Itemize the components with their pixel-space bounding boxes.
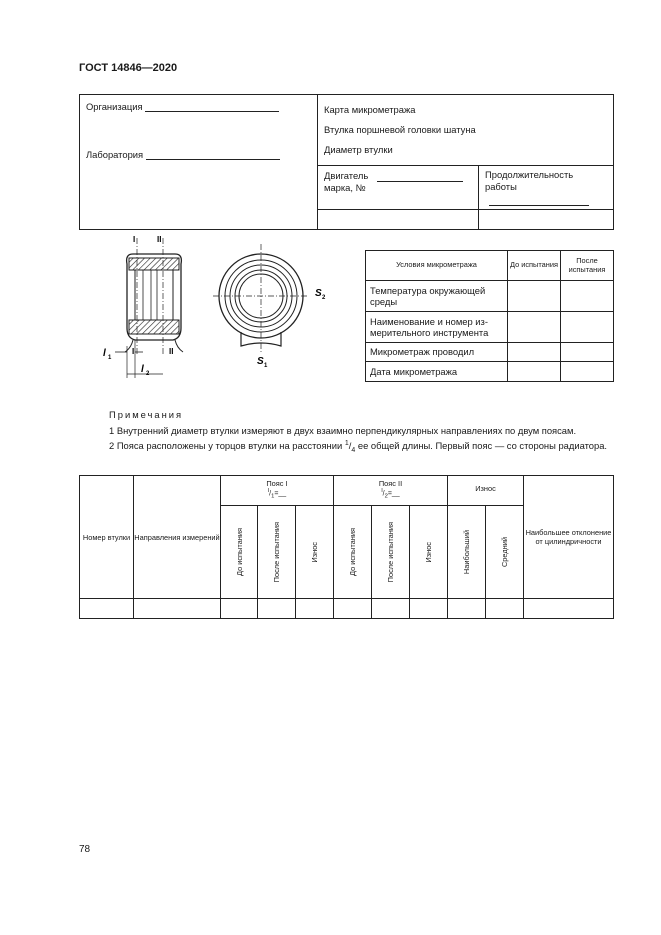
axis-s2: S xyxy=(315,288,322,299)
part-name: Втулка поршневой головки шатуна xyxy=(324,124,476,135)
belt2-frac-bot: 2 xyxy=(384,493,388,500)
note-2-part-b: ее общей длины. Первый пояс — со стороны радиатора. xyxy=(357,440,608,452)
conditions-header: Условия микрометража xyxy=(366,251,508,281)
org-label: Организация xyxy=(86,101,143,112)
cell-temp-after[interactable] xyxy=(561,281,614,312)
cell[interactable] xyxy=(524,599,614,619)
section-label-I: I xyxy=(133,235,136,244)
col-direction: Направления измерений xyxy=(134,476,221,599)
measure-name: Диаметр втулки xyxy=(324,144,393,155)
cell[interactable] xyxy=(296,599,334,619)
belt1-header: Пояс I $^l/_1=\_\_$ xyxy=(221,476,334,506)
belt1-formula: =__ xyxy=(274,490,287,498)
dim-l1-sub: 1 xyxy=(108,355,112,361)
cell-instr-after[interactable] xyxy=(561,312,614,343)
cell[interactable] xyxy=(80,599,134,619)
duration-cell xyxy=(479,166,614,210)
b1-after-cell xyxy=(258,506,296,599)
before-header: До испытания xyxy=(508,251,561,281)
duration-value-cell[interactable] xyxy=(479,210,614,230)
duration-label-2: работы xyxy=(485,181,517,192)
wear-largest-cell xyxy=(448,506,486,599)
note-1: 1 Внутренний диаметр втулки измеряют в двух взаимно перпендикулярных направлениях по двум поясам. xyxy=(109,425,577,436)
cell-instr-before[interactable] xyxy=(508,312,561,343)
wear-header: Износ xyxy=(448,476,524,506)
b2-before: До испытания xyxy=(348,527,357,576)
card-title-cell xyxy=(318,95,614,166)
card-title: Карта микрометража xyxy=(324,104,416,115)
b2-before-cell xyxy=(334,506,372,599)
row-date: Дата микрометража xyxy=(366,362,508,382)
wear-average-cell xyxy=(486,506,524,599)
org-field[interactable] xyxy=(145,100,279,112)
dim-l2-sub: 2 xyxy=(146,371,150,377)
belt2-formula: =__ xyxy=(387,490,400,498)
note-2: 2 Пояса расположены у торцов втулки на расстоянии $^1/_4$ ее общей длины. Первый пояс — со стороны радиатора. xyxy=(109,440,608,454)
section-label-II: II xyxy=(157,235,162,244)
duration-label: Продолжительность xyxy=(485,169,574,180)
document-header: ГОСТ 14846—2020 xyxy=(79,62,178,74)
duration-field[interactable] xyxy=(489,193,589,206)
measurement-table xyxy=(79,475,614,619)
axis-s1-sub: 1 xyxy=(264,363,268,369)
b1-wear-cell xyxy=(296,506,334,599)
after-header: После испытания xyxy=(561,251,614,281)
b2-wear: Износ xyxy=(424,541,433,563)
wear-average: Средний xyxy=(500,536,509,568)
b2-after-cell xyxy=(372,506,410,599)
cell-date-after[interactable] xyxy=(561,362,614,382)
note-2-part-a: 2 Пояса расположены у торцов втулки на расстоянии xyxy=(109,440,343,452)
b2-wear-cell xyxy=(410,506,448,599)
engine-value-cell[interactable] xyxy=(318,210,479,230)
b1-after: После испытания xyxy=(272,521,281,583)
engine-label: Двигатель xyxy=(324,170,369,181)
dim-l1: l xyxy=(103,348,106,359)
col-number: Номер втулки xyxy=(80,476,134,599)
cell[interactable] xyxy=(221,599,258,619)
cell-date-before[interactable] xyxy=(508,362,561,382)
b1-wear: Износ xyxy=(310,541,319,563)
wear-largest: Наибольший xyxy=(462,529,471,575)
bushing-drawing xyxy=(95,228,345,378)
note-2-frac-den: 4 xyxy=(351,447,356,454)
dim-l2: l xyxy=(141,364,144,375)
bushing-plan xyxy=(213,244,326,369)
col-max-deviation: Наибольшее отклонение от цилиндричности xyxy=(524,476,614,599)
conditions-table xyxy=(365,250,614,382)
b2-after: После испытания xyxy=(386,521,395,583)
cell[interactable] xyxy=(448,599,486,619)
cell-temp-before[interactable] xyxy=(508,281,561,312)
cell[interactable] xyxy=(410,599,448,619)
micrometry-card-table xyxy=(79,94,614,230)
belt1-label: Пояс I xyxy=(266,479,288,488)
notes-block xyxy=(79,408,614,457)
section-label-II-bottom: II xyxy=(169,347,174,356)
b1-before-cell xyxy=(221,506,258,599)
axis-s1: S xyxy=(257,356,264,367)
page-number: 78 xyxy=(79,844,91,855)
axis-s2-sub: 2 xyxy=(322,295,326,301)
bushing-section xyxy=(103,235,183,378)
row-temperature: Температура окружающей среды xyxy=(366,281,508,312)
cell[interactable] xyxy=(258,599,296,619)
org-cell xyxy=(80,95,318,230)
row-instrument: Наименование и номер из-мерительного инструмента xyxy=(366,312,508,343)
cell[interactable] xyxy=(486,599,524,619)
belt1-frac-top: l xyxy=(267,488,270,494)
cell-op-after[interactable] xyxy=(561,343,614,362)
b1-before: До испытания xyxy=(234,527,244,576)
lab-field[interactable] xyxy=(146,148,280,160)
cell[interactable] xyxy=(134,599,221,619)
section-label-I-bottom: I xyxy=(132,347,135,356)
notes-title: Примечания xyxy=(109,409,184,420)
row-operator: Микрометраж проводил xyxy=(366,343,508,362)
cell-op-before[interactable] xyxy=(508,343,561,362)
belt2-frac-top: l xyxy=(381,488,383,494)
cell[interactable] xyxy=(372,599,410,619)
belt2-header: Пояс II $^l/_2=\_\_$ xyxy=(334,476,448,506)
engine-cell xyxy=(318,166,479,210)
lab-label: Лаборатория xyxy=(86,149,144,160)
cell[interactable] xyxy=(334,599,372,619)
belt1-frac-bot: 1 xyxy=(271,493,275,500)
belt2-label: Пояс II xyxy=(378,479,403,488)
engine-field[interactable] xyxy=(377,169,463,182)
note-2-frac-num: 1 xyxy=(344,440,349,447)
engine-mark-label: марка, № xyxy=(324,182,366,193)
table-row xyxy=(80,599,614,619)
